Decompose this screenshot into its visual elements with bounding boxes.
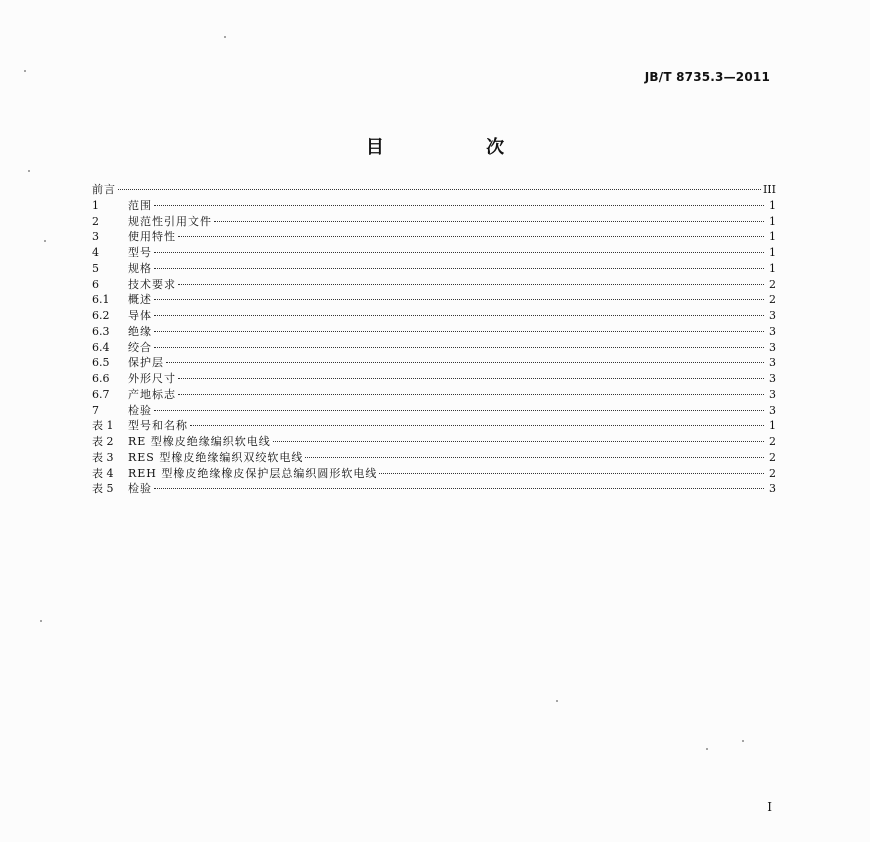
toc-entry-page: 3 — [769, 482, 776, 496]
toc-entry[interactable] — [92, 387, 776, 403]
toc-entry[interactable] — [92, 371, 776, 387]
toc-entry-number: 6.2 — [92, 309, 110, 322]
toc-entry-number: 4 — [92, 246, 99, 259]
toc-entry-label: 导体 — [128, 309, 152, 322]
toc-entry[interactable] — [92, 229, 776, 245]
toc-entry-page: 1 — [769, 261, 776, 275]
toc-dot-leader — [154, 410, 764, 411]
toc-entry-page: 3 — [769, 324, 776, 338]
toc-entry-label: 规范性引用文件 — [128, 214, 212, 228]
toc-entry-label: 型号和名称 — [128, 419, 188, 433]
toc-entry-label: 概述 — [128, 293, 152, 307]
toc-entry-number: 表 4 — [92, 466, 114, 480]
toc-entry-number: 表 2 — [92, 435, 114, 448]
toc-entry-page: 1 — [769, 230, 776, 244]
toc-dot-leader — [190, 425, 764, 426]
scan-speck — [556, 700, 558, 702]
toc-dot-leader — [154, 347, 764, 348]
toc-dot-leader — [154, 331, 764, 332]
toc-entry[interactable] — [92, 466, 776, 482]
toc-dot-leader — [154, 205, 764, 206]
toc-title: 目 次 — [365, 137, 553, 158]
table-of-contents — [92, 182, 776, 497]
toc-entry[interactable] — [92, 481, 776, 497]
scan-speck — [706, 748, 708, 750]
toc-entry-page: 2 — [769, 466, 776, 480]
scan-speck — [742, 740, 744, 742]
toc-entry-page: 3 — [769, 340, 776, 354]
toc-entry[interactable] — [92, 418, 776, 434]
toc-entry-label: 范围 — [128, 198, 152, 212]
toc-entry-page: 3 — [769, 309, 776, 322]
toc-dot-leader — [166, 362, 764, 363]
toc-entry[interactable] — [92, 403, 776, 419]
toc-dot-leader — [178, 378, 764, 379]
toc-entry[interactable] — [92, 292, 776, 308]
toc-entry-page: 2 — [769, 277, 776, 291]
toc-dot-leader — [273, 441, 764, 442]
toc-dot-leader — [154, 252, 764, 253]
toc-entry-page: 2 — [769, 435, 776, 448]
toc-entry-label: 检验 — [128, 482, 152, 496]
toc-entry[interactable] — [92, 277, 776, 293]
toc-entry-label: 绝缘 — [128, 324, 152, 338]
toc-entry[interactable] — [92, 198, 776, 214]
toc-entry-label: 前言 — [92, 183, 116, 196]
toc-dot-leader — [178, 284, 764, 285]
toc-entry-page: 1 — [769, 198, 776, 212]
toc-entry-number: 表 5 — [92, 482, 114, 496]
scan-speck — [224, 36, 226, 38]
toc-entry-label: 绞合 — [128, 340, 152, 354]
toc-dot-leader — [154, 488, 764, 489]
toc-entry-number: 6.6 — [92, 372, 110, 385]
toc-entry-number: 表 3 — [92, 450, 114, 464]
toc-entry-number: 6.1 — [92, 293, 110, 307]
toc-entry[interactable] — [92, 308, 776, 324]
toc-entry[interactable] — [92, 245, 776, 261]
toc-entry-number: 6.3 — [92, 324, 110, 338]
toc-entry-page: III — [762, 183, 776, 196]
toc-dot-leader — [154, 315, 764, 316]
toc-entry[interactable] — [92, 182, 776, 198]
toc-entry[interactable] — [92, 450, 776, 466]
toc-entry-number: 表 1 — [92, 419, 114, 433]
toc-entry-label: 使用特性 — [128, 230, 176, 244]
scan-speck — [28, 170, 30, 172]
toc-entry-label: 技术要求 — [128, 277, 176, 291]
toc-entry-number: 6 — [92, 277, 99, 291]
toc-entry-page: 1 — [769, 419, 776, 433]
toc-entry-number: 6.4 — [92, 340, 110, 354]
toc-dot-leader — [379, 473, 764, 474]
toc-entry-label: RES 型橡皮绝缘编织双绞软电线 — [128, 450, 304, 464]
toc-entry-page: 1 — [769, 246, 776, 259]
toc-entry-label: 规格 — [128, 261, 152, 275]
toc-entry-label: 型号 — [128, 246, 152, 259]
toc-entry-label: REH 型橡皮绝缘橡皮保护层总编织圆形软电线 — [128, 466, 378, 480]
toc-entry-page: 3 — [769, 403, 776, 417]
toc-entry-number: 1 — [92, 198, 99, 212]
toc-entry[interactable] — [92, 434, 776, 450]
toc-dot-leader — [154, 268, 764, 269]
scan-speck — [40, 620, 42, 622]
page-number: I — [767, 800, 772, 814]
toc-entry-page: 3 — [769, 372, 776, 385]
toc-dot-leader — [178, 236, 764, 237]
toc-entry-page: 2 — [769, 293, 776, 307]
toc-entry[interactable] — [92, 324, 776, 340]
toc-entry-label: 检验 — [128, 403, 152, 417]
toc-entry-page: 1 — [769, 214, 776, 228]
toc-dot-leader — [118, 189, 761, 190]
toc-entry[interactable] — [92, 214, 776, 230]
toc-entry-label: 保护层 — [128, 356, 164, 370]
toc-entry-page: 3 — [769, 356, 776, 370]
toc-entry-page: 3 — [769, 387, 776, 401]
toc-dot-leader — [305, 457, 764, 458]
toc-entry-number: 6.5 — [92, 356, 110, 370]
toc-entry-number: 5 — [92, 261, 99, 275]
toc-dot-leader — [178, 394, 764, 395]
scan-speck — [24, 70, 26, 72]
toc-entry-label: RE 型橡皮绝缘编织软电线 — [128, 435, 271, 448]
toc-entry[interactable] — [92, 355, 776, 371]
toc-dot-leader — [214, 221, 764, 222]
toc-entry-number: 3 — [92, 230, 99, 244]
toc-entry[interactable] — [92, 340, 776, 356]
toc-entry-page: 2 — [769, 450, 776, 464]
toc-entry-label: 外形尺寸 — [128, 372, 176, 385]
scan-speck — [44, 240, 46, 242]
toc-entry-number: 7 — [92, 403, 99, 417]
toc-entry-number: 6.7 — [92, 387, 110, 401]
toc-dot-leader — [154, 299, 764, 300]
toc-entry-number: 2 — [92, 214, 99, 228]
toc-entry[interactable] — [92, 261, 776, 277]
toc-entry-label: 产地标志 — [128, 387, 176, 401]
standard-code: JB/T 8735.3—2011 — [644, 70, 770, 84]
